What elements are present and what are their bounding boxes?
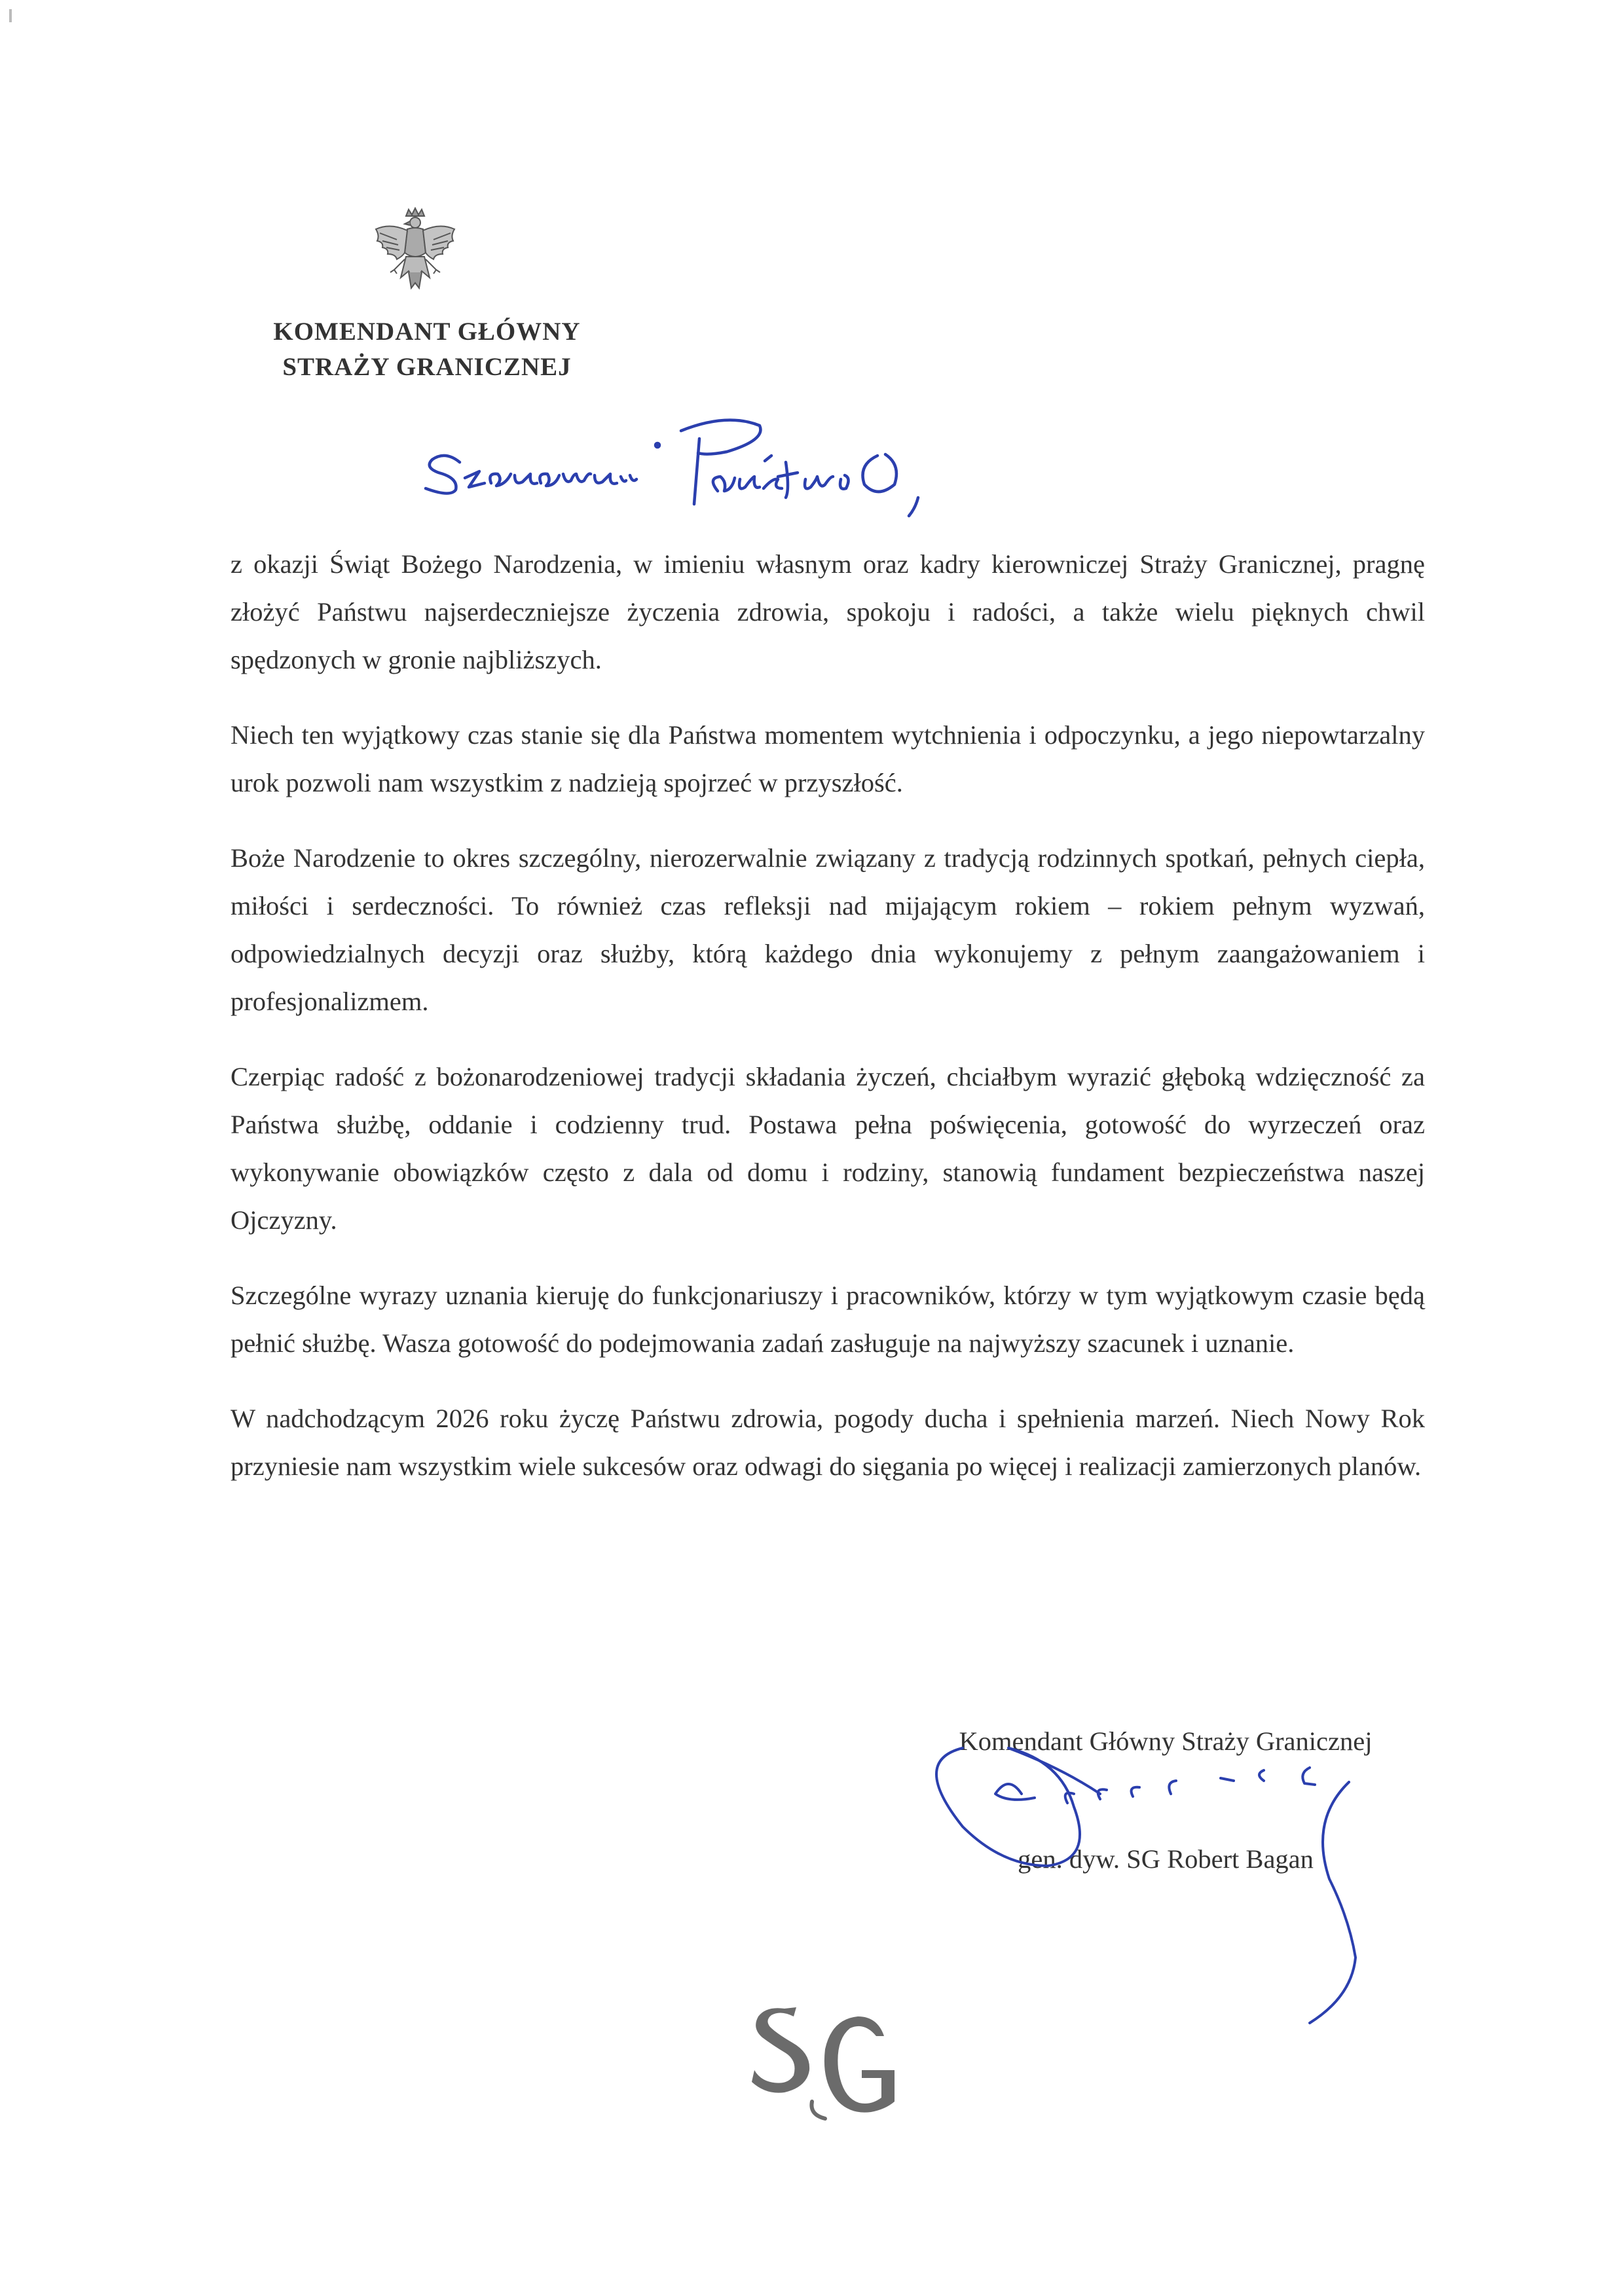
polish-eagle-emblem-icon <box>371 207 460 296</box>
paragraph-6: W nadchodzącym 2026 roku życzę Państwu zdrowia, pogody ducha i spełnienia marzeń. Niech Nowy Rok przyniesie nam wszystkim wiele sukcesów oraz odwagi do sięgania po więcej i realizacji zamierzonych planów. <box>231 1404 1425 1481</box>
scan-speck <box>9 9 12 22</box>
header-line-1: KOMENDANT GŁÓWNY <box>273 318 581 346</box>
signatory-title: Komendant Główny Straży Granicznej <box>959 1726 1373 1756</box>
handwritten-signature <box>812 1722 1532 2088</box>
sg-logo-icon <box>747 1990 910 2128</box>
paragraph-1: z okazji Świąt Bożego Narodzenia, w imieniu własnym oraz kadry kierowniczej Straży Granicznej, pragnę złożyć Państwu najserdeczniejsze życzenia zdrowia, spokoju i radości, a także wielu pięknych chwil spędzonych w gronie najbliższych. <box>231 549 1425 674</box>
header-line-2: STRAŻY GRANICZNEJ <box>282 353 572 381</box>
paragraph-4: Czerpiąc radość z bożonarodzeniowej tradycji składania życzeń, chciałbym wyrazić głęboką wdzięczność za Państwa służbę, oddanie i codzienny trud. Postawa pełna poświęcenia, gotowość do wyrzeczeń oraz wykonywanie obowiązków często z dala od domu i rodziny, stanowią fundament bezpieczeństwa naszej Ojczyzny. <box>231 1062 1425 1235</box>
signatory-name: gen. dyw. SG Robert Bagan <box>1018 1844 1314 1874</box>
paragraph-3: Boże Narodzenie to okres szczególny, nierozerwalnie związany z tradycją rodzinnych spotkań, pełnych ciepła, miłości i serdeczności. To również czas refleksji nad mijającym rokiem – rokiem pełnym wyzwań, odpowiedzialnych decyzji oraz służby, którą każdego dnia wykonujemy z pełnym zaangażowaniem i profesjonalizmem. <box>231 843 1425 1016</box>
letter-header <box>231 314 623 385</box>
paragraph-5: Szczególne wyrazy uznania kieruję do funkcjonariuszy i pracowników, którzy w tym wyjątkowym czasie będą pełnić służbę. Wasza gotowość do podejmowania zadań zasługuje na najwyższy szacunek i uznanie. <box>231 1281 1425 1358</box>
handwritten-salutation <box>419 399 1192 537</box>
letter-body <box>231 540 1425 1518</box>
paragraph-2: Niech ten wyjątkowy czas stanie się dla Państwa momentem wytchnienia i odpoczynku, a jego niepowtarzalny urok pozwoli nam wszystkim z nadzieją spojrzeć w przyszłość. <box>231 720 1425 797</box>
